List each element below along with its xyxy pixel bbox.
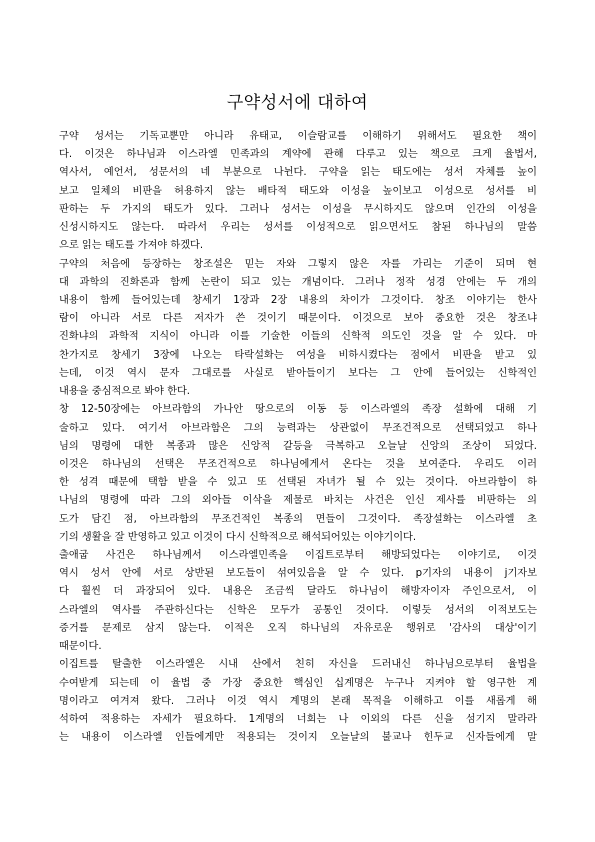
body-text-line: 술하고 있다. 여기서 아브라함은 그의 능력과는 상관없이 무조건적으로 선택되었고 하나 [59, 422, 537, 434]
body-text-line: 으로 읽는 태도를 가져야 하겠다. [59, 240, 204, 252]
body-text-line: 구약의 처음에 등장하는 창조설은 믿는 자와 그렇지 않은 자를 가리는 기준이 되며 현 [59, 258, 537, 270]
body-text-line: 신성시하지도 않는다. 따라서 우리는 성서를 이성적으로 읽으면서도 참된 하나님의 말씀 [59, 222, 537, 234]
body-text-line: 역사서, 예언서, 성문서의 네 부분으로 나뉜다. 구약을 읽는 태도에는 성서 자체를 높이 [59, 167, 537, 179]
body-text-line: 석하여 적용하는 자세가 필요하다. 1계명의 너희는 나 이외의 다른 신을 섬기지 말라라 [59, 714, 537, 725]
body-text-line: 역시 성서 안에 서로 상반된 보도들이 섞여있음을 알 수 있다. p기자의 내용이 j기자보 [59, 568, 537, 580]
body-text-line: 스라엘의 역사를 주관하신다는 신학은 모두가 공통인 것이다. 이렇듯 성서의 이적보도는 [59, 604, 537, 616]
body-text-line: 수여받게 되는데 이 율법 중 가장 중요한 핵심인 십계명은 누구나 지켜야 할 영구한 계 [59, 677, 537, 689]
body-text-line: 도가 담긴 점, 아브라함의 무조건적인 복종의 면들이 그것이다. 족장설화는 이스라엘 초 [59, 513, 537, 525]
document-title: 구약성서에 대하여 [226, 93, 369, 113]
document-body [59, 128, 537, 747]
body-text-line: 님의 명령에 대한 복종과 많은 신앙적 갈등을 극복하고 오늘날 신앙의 조상이 되었다. [59, 440, 537, 452]
body-text-line: 출애굽 사건은 하나님께서 이스라엘민족을 이집트로부터 해방되었다는 이야기로, 이것 [59, 550, 537, 562]
body-text-line: 보고 일체의 비판을 허용하지 않는 배타적 태도와 이성을 높이보고 이성으로 성서를 비 [59, 185, 537, 197]
body-text-line: 내용이 함께 들어있는데 창세기 1장과 2장 내용의 차이가 그것이다. 창조 이야기는 한사 [59, 294, 537, 306]
body-text-line: 이것은 하나님의 선택은 무조건적으로 하나님에게서 온다는 것을 보여준다. 우리도 이러 [59, 458, 537, 470]
body-text-line: 진화냐의 과학적 지식이 아니라 이를 기술한 이들의 신학적 의도인 것을 알 수 있다. 마 [59, 331, 537, 343]
body-text-line: 는 내용이 이스라엘 인들에게만 적용되는 것이지 오늘날의 불교나 힌두교 신자들에게 말 [59, 732, 537, 744]
body-text-line: 찬가지로 창세기 3장에 나오는 타락설화는 여성을 비하시켰다는 점에서 비판을 받고 있 [59, 349, 537, 361]
body-text-line: 는데, 이것 역시 문자 그대로를 사실로 받아들이기 보다는 그 안에 들어있는 신학적인 [59, 367, 537, 379]
body-text-line: 다. 이것은 하나님과 이스라엘 민족과의 계약에 관해 다루고 있는 책으로 크게 율법서, [59, 149, 537, 161]
body-text-line: 창 12-50장에는 아브라함의 가나안 땅으로의 이동 등 이스라엘의 족장 설화에 대해 기 [59, 404, 537, 416]
body-text-line: 나님의 명령에 따라 그의 외아들 이삭을 제물로 바치는 사건은 인신 제사를 비판하는 의 [59, 495, 537, 507]
body-text-line: 이집트를 탈출한 이스라엘은 시내 산에서 친히 자신을 드러내신 하나님으로부터 율법을 [59, 659, 537, 671]
body-text-line: 내용을 중심적으로 봐야 한다. [59, 386, 191, 398]
body-text-line: 한 성격 때문에 택함 받을 수 있고 또 선택된 자녀가 될 수 있는 것이다. 아브라함이 하 [59, 477, 537, 489]
body-text-line: 구약 성서는 기독교뿐만 아니라 유태교, 이슬람교를 이해하기 위해서도 필요한 책이 [59, 131, 537, 142]
body-text-line: 때문이다. [59, 641, 102, 653]
body-text-line: 명이라고 여겨져 왔다. 그러나 이것 역시 계명의 본래 목적을 이해하고 이를 새롭게 해 [59, 695, 537, 707]
body-text-line: 증거를 문제로 삼지 않는다. 이적은 오직 하나님의 자유로운 행위로 '감사의 대상'이기 [59, 622, 537, 634]
body-text-line: 람이 아니라 서로 다른 저자가 쓴 것이기 때문이다. 이것으로 보아 중요한 것은 창조냐 [59, 313, 537, 325]
body-text-line: 판하는 두 가지의 태도가 있다. 그러나 성서는 이성을 무시하지도 않으며 인간의 이성을 [59, 203, 537, 215]
body-text-line: 대 과학의 진화론과 함께 논란이 되고 있는 개념이다. 그러나 정작 성경 안에는 두 개의 [59, 276, 537, 288]
body-text-line: 기의 생활을 잘 반영하고 있고 이것이 다시 신학적으로 해석되어있는 이야기이다. [59, 531, 417, 543]
body-text-line: 다 훨씬 더 과장되어 있다. 내용은 조금씩 달라도 하나님이 해방자이자 주인으로서, 이 [59, 586, 537, 598]
